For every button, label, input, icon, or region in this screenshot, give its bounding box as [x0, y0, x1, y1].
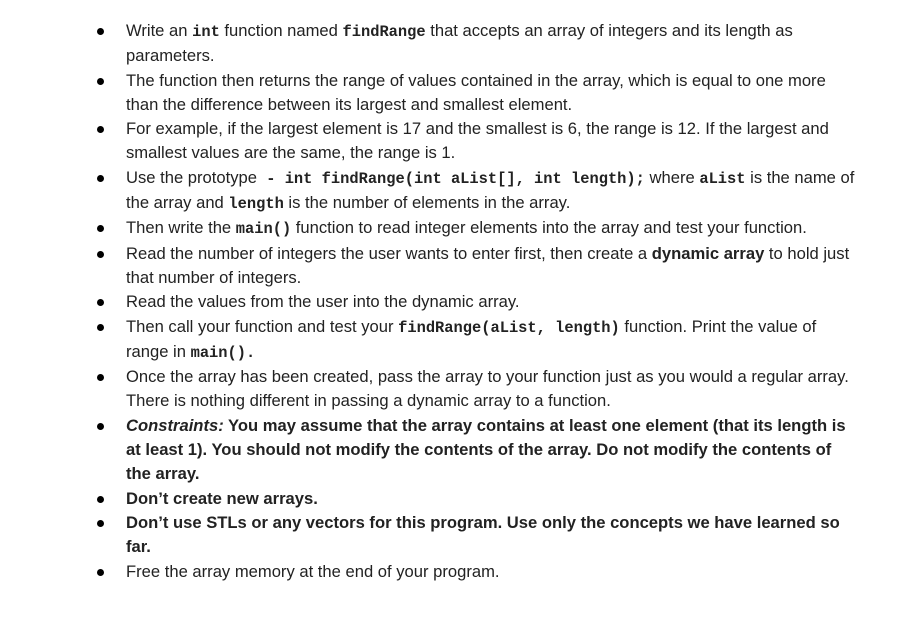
bullet-icon	[97, 374, 104, 381]
code-run: main()	[235, 220, 292, 239]
text-run: Then write the	[126, 218, 236, 238]
bullet-icon	[97, 175, 104, 182]
text-run: Once the array has been created, pass the array to your function just as you would a regular array. There is nothing different in passing a dynamic array to a function.	[126, 367, 849, 411]
text-run: function to read integer elements into the array and test your function.	[291, 218, 807, 238]
code-run: findRange	[342, 23, 426, 41]
code-run: findRange(aList, length)	[398, 318, 620, 337]
code-run: aList	[699, 169, 746, 188]
bold-run: dynamic array	[651, 243, 765, 263]
bullet-icon	[97, 324, 104, 331]
list-item	[0, 365, 918, 414]
code-run: - int findRange(int aList[], int length);	[256, 169, 645, 188]
text-run: Read the number of integers the user wants to enter first, then create a	[126, 243, 652, 263]
text-run: Write an	[126, 21, 193, 40]
bullet-icon	[97, 569, 104, 576]
text-run: where	[644, 167, 700, 187]
list-item	[0, 511, 918, 560]
bullet-icon	[97, 496, 104, 503]
bold-run: You may assume that the array contains at least one element (that its length is at least 1). You should not modify the contents of the array. Do not modify the contents of the array.	[126, 415, 846, 484]
text-run: For example, if the largest element is 17 and the smallest is 6, the range is 12. If the largest and smallest values are the same, the range is 1.	[126, 119, 829, 163]
code-run: int	[192, 23, 220, 41]
code-run: main().	[190, 343, 256, 362]
text-run: that accepts an array of integers and its length as parameters.	[126, 21, 793, 66]
instructions-list	[0, 19, 918, 584]
bullet-icon	[97, 520, 104, 527]
bullet-icon	[97, 28, 104, 35]
list-item	[0, 487, 918, 511]
text-run: Use the prototype	[126, 167, 257, 187]
text-run: Then call your function and test your	[126, 316, 399, 336]
text-run: function. Print the value of range in	[126, 316, 817, 361]
text-run: Read the values from the user into the dynamic array.	[126, 292, 520, 312]
code-run: length	[228, 195, 284, 214]
list-item	[0, 560, 918, 584]
text-run: to hold just that number of integers.	[126, 243, 850, 287]
bold-italic-run: Constraints:	[126, 415, 224, 435]
list-item	[0, 69, 918, 118]
text-run: function named	[219, 21, 343, 40]
bullet-icon	[97, 423, 104, 430]
list-item	[0, 117, 918, 166]
text-run: is the number of elements in the array.	[283, 193, 571, 213]
list-item	[0, 414, 918, 487]
list-item	[0, 166, 918, 217]
bullet-icon	[97, 126, 104, 133]
text-run: The function then returns the range of values contained in the array, which is equal to one more than the difference between its largest and smallest element.	[126, 70, 826, 114]
list-item	[0, 242, 918, 291]
text-run: is the name of the array and	[126, 167, 855, 213]
list-item	[0, 19, 918, 69]
bold-run: Don’t create new arrays.	[126, 488, 318, 508]
bold-run: Don’t use STLs or any vectors for this program. Use only the concepts we have learned so far.	[126, 512, 840, 557]
list-item	[0, 315, 918, 366]
bullet-icon	[97, 299, 104, 306]
bullet-icon	[97, 225, 104, 232]
text-run: Free the array memory at the end of your program.	[126, 561, 500, 581]
bullet-icon	[97, 78, 104, 85]
list-item	[0, 290, 918, 314]
list-item	[0, 216, 918, 241]
bullet-icon	[97, 251, 104, 258]
